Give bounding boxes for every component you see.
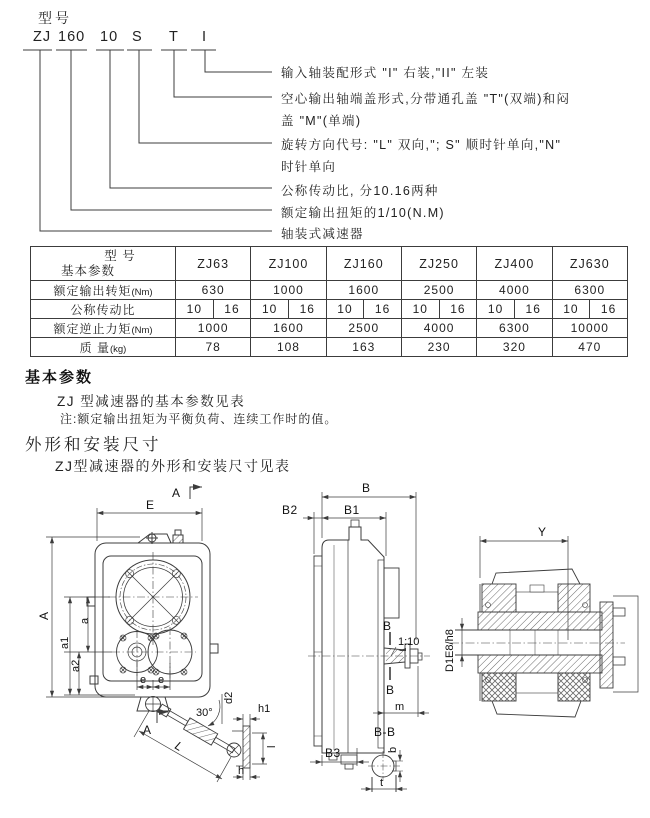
table-cell: 10 — [326, 300, 364, 319]
dim-key-t-label: t — [380, 777, 384, 789]
output-bore — [108, 552, 198, 645]
bolt-mark-icon — [181, 633, 187, 639]
torque-arm — [137, 696, 250, 768]
heading-dimensions: 外形和安装尺寸 — [25, 436, 162, 454]
table-cell: 2500 — [326, 319, 401, 338]
model-part-10: 10 — [100, 29, 119, 45]
table-cell: 1600 — [326, 281, 401, 300]
dim-D1-label: D1E8/h8 — [444, 629, 456, 672]
section-mark-B-top: B — [383, 619, 392, 633]
col-header: ZJ63 — [176, 247, 251, 281]
dim-E — [97, 508, 202, 541]
bolt-mark-icon — [120, 667, 126, 673]
model-part-160: 160 — [58, 29, 86, 45]
table-cell: 10 — [401, 300, 439, 319]
dim-Y-label: Y — [538, 525, 547, 539]
dim-B2-label: B2 — [282, 503, 298, 517]
table-cell: 10000 — [552, 319, 627, 338]
table-cell: 10 — [477, 300, 515, 319]
bolt-mark-icon — [120, 635, 126, 641]
front-section-a-top-label: A — [172, 486, 181, 500]
table-cell: 108 — [251, 338, 326, 357]
table-cell: 16 — [590, 300, 628, 319]
row-label-unit: (kg) — [109, 343, 127, 355]
dim-a2-label: a2 — [70, 659, 82, 672]
model-note-cover-2: 盖 "M"(单端) — [281, 114, 362, 128]
model-note-torque: 额定输出扭矩的1/10(N.M) — [281, 206, 445, 220]
section-arrow-icon — [190, 487, 202, 499]
dim-B1-label: B1 — [344, 503, 360, 517]
row-label-text: 额定逆止力矩 — [53, 321, 132, 336]
bolt-mark-icon — [181, 669, 187, 675]
dim-h1-label: h1 — [258, 703, 271, 715]
model-note-type: 轴装式减速器 — [281, 227, 364, 241]
table-cell: 630 — [176, 281, 251, 300]
key-section-detail — [361, 750, 407, 792]
dim-E-label: E — [146, 498, 155, 512]
dim-A — [46, 537, 140, 697]
col-header: ZJ160 — [326, 247, 401, 281]
col-header: ZJ630 — [552, 247, 627, 281]
model-part-zj: ZJ — [33, 29, 52, 45]
text-basic-note: 注:额定输出扭矩为平衡负荷、连续工作时的值。 — [60, 412, 338, 426]
dim-h-label: h — [238, 765, 245, 777]
section-BB-label: B-B — [374, 725, 396, 739]
row-label-text: 额定输出转矩 — [53, 283, 132, 298]
heading-basic-params: 基本参数 — [25, 369, 94, 386]
dim-a-group — [64, 597, 135, 695]
table-cell: 320 — [477, 338, 552, 357]
dim-B3-label: B3 — [325, 746, 341, 760]
table-cell: 16 — [514, 300, 552, 319]
model-title: 型号 — [38, 10, 72, 26]
col-header: ZJ250 — [401, 247, 476, 281]
model-note-ratio: 公称传动比, 分10.16两种 — [281, 184, 439, 198]
model-note-rotation-1: 旋转方向代号: "L" 双向,"; S" 顺时针单向,"N" — [281, 138, 562, 152]
table-cell: 1000 — [251, 281, 326, 300]
row-label-text: 质 量 — [79, 340, 110, 355]
model-note-input-shaft: 输入轴装配形式 "I" 右装,"II" 左装 — [281, 66, 490, 80]
model-part-i: I — [202, 29, 208, 45]
text-basic-params: ZJ 型减速器的基本参数见表 — [57, 394, 246, 409]
model-note-cover-1: 空心输出轴端盖形式,分带通孔盖 "T"(双端)和闷 — [281, 92, 571, 106]
model-part-t: T — [169, 29, 179, 45]
dim-A-label: A — [37, 611, 51, 620]
table-cell: 4000 — [477, 281, 552, 300]
table-cell: 1000 — [176, 319, 251, 338]
table-cell: 16 — [364, 300, 402, 319]
text-dimensions: ZJ型减速器的外形和安装尺寸见表 — [55, 458, 291, 474]
section-mark-B-bot: B — [386, 683, 395, 697]
dim-angle-label: 30° — [196, 707, 213, 719]
section-arrow-icon — [157, 712, 168, 723]
dim-m-label: m — [395, 701, 405, 713]
table-cell: 78 — [176, 338, 251, 357]
front-view — [37, 486, 278, 782]
row-label-text: 公称传动比 — [70, 302, 136, 317]
model-part-s: S — [132, 29, 143, 45]
row-label-unit: (Nm) — [131, 324, 153, 336]
table-cell: 2500 — [401, 281, 476, 300]
dim-L-label: L — [172, 738, 186, 755]
dim-B-label: B — [362, 481, 371, 495]
table-cell: 10 — [251, 300, 289, 319]
row-label-unit: (Nm) — [131, 286, 153, 298]
taper-label: 1:10 — [398, 636, 420, 648]
dim-key-b-label: b — [387, 746, 399, 753]
dim-a-label: a — [79, 617, 91, 624]
col-header: ZJ100 — [251, 247, 326, 281]
dim-e1-label: e — [140, 674, 147, 686]
table-cell: 230 — [401, 338, 476, 357]
table-cell: 16 — [439, 300, 477, 319]
table-cell: 16 — [288, 300, 326, 319]
table-cell: 1600 — [251, 319, 326, 338]
table-cell: 4000 — [401, 319, 476, 338]
output-shaft-assembly — [450, 569, 638, 717]
table-corner-model: 型 号 — [104, 248, 136, 263]
table-cell: 6300 — [477, 319, 552, 338]
table-cell: 6300 — [552, 281, 627, 300]
table-cell: 16 — [213, 300, 251, 319]
table-cell: 10 — [552, 300, 590, 319]
table-cell: 163 — [326, 338, 401, 357]
dim-a1-label: a1 — [59, 636, 71, 649]
side-view — [282, 481, 430, 792]
table-corner-params: 基本参数 — [60, 263, 115, 278]
col-header: ZJ400 — [477, 247, 552, 281]
model-note-rotation-2: 时针单向 — [281, 160, 337, 174]
dim-d2-label: d2 — [223, 691, 235, 704]
table-cell: 470 — [552, 338, 627, 357]
model-code-connectors — [23, 50, 272, 231]
dim-e2-label: e — [158, 674, 165, 686]
table-cell: 10 — [176, 300, 214, 319]
front-section-a-bot-label: A — [143, 723, 152, 737]
dim-l-label: l — [266, 745, 278, 748]
shaft-section-view — [444, 525, 638, 717]
